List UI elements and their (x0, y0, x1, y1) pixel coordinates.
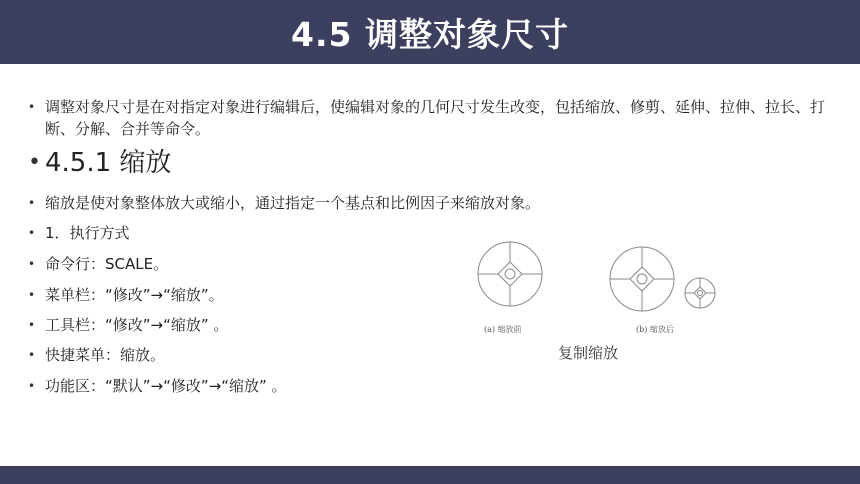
bullet-text: 1．执行方式 (45, 224, 130, 242)
bullet-toolbar (28, 314, 228, 336)
bullet-exec-mode (28, 222, 130, 244)
bullet-dot: • (28, 348, 36, 362)
bullet-intro (28, 96, 838, 140)
bullet-dot: • (28, 288, 36, 302)
scale-diagram (466, 236, 736, 336)
shape-after-scaling-small (685, 278, 715, 308)
bullet-scale-desc (28, 192, 540, 214)
bullet-menu-bar (28, 284, 224, 306)
bullet-text: 功能区：“默认”→“修改”→“缩放” 。 (45, 377, 287, 395)
bullet-dot: • (28, 379, 36, 393)
bullet-dot: • (28, 257, 36, 271)
figure-label-before: (a) 缩放前 (484, 325, 522, 334)
bullet-dot: • (28, 196, 36, 210)
section-heading: 4.5.1 缩放 (45, 148, 172, 178)
shape-after-scaling-large (610, 247, 674, 311)
bullet-dot: • (28, 318, 36, 332)
figure-caption: 复制缩放 (558, 344, 619, 362)
bullet-dot: • (28, 100, 36, 114)
bullet-context-menu (28, 344, 165, 366)
bullet-dot: • (28, 226, 36, 240)
title-bar (0, 0, 860, 64)
bullet-text: 缩放是使对象整体放大或缩小，通过指定一个基点和比例因子来缩放对象。 (45, 194, 541, 212)
bullet-dot: • (28, 150, 41, 175)
page-title: 4.5 调整对象尺寸 (291, 14, 569, 54)
bullet-text: 快捷菜单：缩放。 (45, 346, 166, 364)
bullet-text: 命令行：SCALE。 (45, 255, 169, 273)
footer-bar (0, 466, 860, 484)
bullet-command-line (28, 253, 168, 275)
bullet-text: 工具栏：“修改”→“缩放” 。 (45, 316, 229, 334)
bullet-text: 菜单栏：“修改”→“缩放”。 (45, 286, 224, 304)
shape-before-scaling (478, 242, 542, 306)
bullet-ribbon (28, 375, 287, 397)
scale-figure (466, 236, 736, 366)
bullet-section-heading (28, 146, 171, 180)
bullet-text: 调整对象尺寸是在对指定对象进行编辑后，使编辑对象的几何尺寸发生改变，包括缩放、修剪、延伸、拉伸、拉长、打断、分解、合并等命令。 (45, 98, 826, 138)
figure-label-after: (b) 缩放后 (636, 325, 674, 334)
